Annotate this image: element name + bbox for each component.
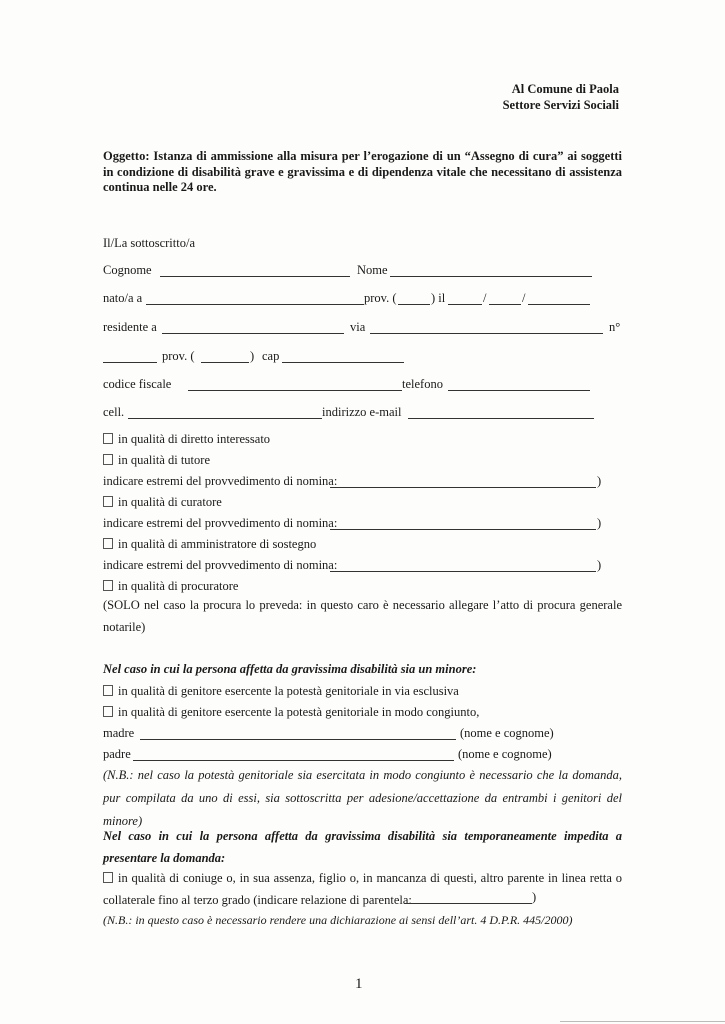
option-curatore <box>103 495 222 510</box>
nato-label: nato/a a <box>103 291 143 305</box>
option-procuratore-label: in qualità di procuratore <box>118 579 239 593</box>
prov-close-label: ) il <box>431 291 446 305</box>
via-label: via <box>350 320 366 334</box>
codice-fiscale-label: codice fiscale <box>103 377 172 391</box>
cap-label: cap <box>262 349 280 363</box>
checkbox-diretto[interactable] <box>103 433 113 444</box>
codice-fiscale-field[interactable] <box>188 390 402 391</box>
option-tutore-label: in qualità di tutore <box>118 453 210 467</box>
impedita-note: (N.B.: in questo caso è necessario rendere una dichiarazione ai sensi dell’art. 4 D.P.R. 445/2000) <box>103 913 573 927</box>
padre-nome-cognome: (nome e cognome) <box>458 747 552 761</box>
estremi-curatore-field[interactable] <box>330 529 596 530</box>
madre-nome-cognome: (nome e cognome) <box>460 726 554 740</box>
residente-field[interactable] <box>162 333 344 334</box>
nome-label: Nome <box>357 263 388 277</box>
anno-field[interactable] <box>528 304 590 305</box>
cognome-label: Cognome <box>103 263 152 277</box>
option-tutore <box>103 453 210 468</box>
luogo-nascita-field[interactable] <box>146 304 364 305</box>
telefono-field[interactable] <box>448 390 590 391</box>
estremi-curatore-paren: ) <box>597 516 602 530</box>
mese-field[interactable] <box>489 304 521 305</box>
page-number: 1 <box>355 976 363 992</box>
option-coniuge <box>103 867 622 911</box>
cap-field[interactable] <box>282 362 404 363</box>
option-amministratore-label: in qualità di amministratore di sostegno <box>118 537 317 551</box>
procura-note: (SOLO nel caso la procura lo preveda: in questo caro è necessario allegare l’atto di procura generale notarile) <box>103 598 622 634</box>
prov-nascita-field[interactable] <box>398 304 430 305</box>
recipient-line-1: Al Comune di Paola <box>511 82 619 96</box>
minor-heading: Nel caso in cui la persona affetta da gravissima disabilità sia un minore: <box>103 662 477 676</box>
telefono-label: telefono <box>402 377 443 391</box>
option-procuratore <box>103 579 238 594</box>
checkbox-amministratore[interactable] <box>103 538 113 549</box>
option-diretto-label: in qualità di diretto interessato <box>118 432 271 446</box>
option-congiunto <box>103 705 479 720</box>
parentela-field[interactable] <box>404 903 532 904</box>
footer-rule <box>560 1021 725 1022</box>
date-slash-2: / <box>522 291 526 305</box>
madre-label: madre <box>103 726 135 740</box>
subject: Oggetto: Istanza di ammissione alla misura per l’erogazione di un “Assegno di cura” ai soggetti in condizione di disabilità grave e gravissima e di dipendenza vitale che necessitano di assistenza continua nelle 24 ore. <box>103 149 622 194</box>
estremi-tutore-field[interactable] <box>330 487 596 488</box>
checkbox-coniuge[interactable] <box>103 872 113 883</box>
comune-field[interactable] <box>103 362 157 363</box>
via-field[interactable] <box>370 333 603 334</box>
checkbox-tutore[interactable] <box>103 454 113 465</box>
cell-label: cell. <box>103 405 125 419</box>
prov-residenza-field[interactable] <box>201 362 249 363</box>
checkbox-curatore[interactable] <box>103 496 113 507</box>
numero-label: n° <box>609 320 621 334</box>
estremi-amministratore-paren: ) <box>597 558 602 572</box>
estremi-tutore-label: indicare estremi del provvedimento di nomina: <box>103 474 338 488</box>
residente-label: residente a <box>103 320 157 334</box>
email-field[interactable] <box>408 418 594 419</box>
option-esclusiva-label: in qualità di genitore esercente la potestà genitoriale in via esclusiva <box>118 684 459 698</box>
option-congiunto-label: in qualità di genitore esercente la potestà genitoriale in modo congiunto, <box>118 705 480 719</box>
checkbox-procuratore[interactable] <box>103 580 113 591</box>
checkbox-esclusiva[interactable] <box>103 685 113 696</box>
impedita-heading: Nel caso in cui la persona affetta da gravissima disabilità sia temporaneamente impedita a presentare la domanda: <box>103 829 622 865</box>
nome-field[interactable] <box>390 276 592 277</box>
prov-open-label: prov. ( <box>364 291 397 305</box>
option-diretto <box>103 432 270 447</box>
giorno-field[interactable] <box>448 304 482 305</box>
option-coniuge-label: in qualità di coniuge o, in sua assenza, figlio o, in mancanza di questi, altro parente in linea retta o collaterale fino al terzo grado (indicare relazione di parentela: <box>103 871 622 907</box>
option-curatore-label: in qualità di curatore <box>118 495 222 509</box>
email-label: indirizzo e-mail <box>322 405 402 419</box>
cell-field[interactable] <box>128 418 322 419</box>
padre-label: padre <box>103 747 131 761</box>
prov2-open-label: prov. ( <box>162 349 195 363</box>
estremi-amministratore-label: indicare estremi del provvedimento di nomina: <box>103 558 338 572</box>
estremi-tutore-paren: ) <box>597 474 602 488</box>
parentela-paren: ) <box>532 890 537 904</box>
recipient-line-2: Settore Servizi Sociali <box>502 98 619 112</box>
option-esclusiva <box>103 684 459 699</box>
estremi-curatore-label: indicare estremi del provvedimento di nomina: <box>103 516 338 530</box>
estremi-amministratore-field[interactable] <box>330 571 596 572</box>
checkbox-congiunto[interactable] <box>103 706 113 717</box>
madre-field[interactable] <box>140 739 456 740</box>
intro-label: Il/La sottoscritto/a <box>103 236 195 250</box>
minor-note: (N.B.: nel caso la potestà genitoriale sia esercitata in modo congiunto è necessario che la domanda, pur compilata da uno di essi, sia sottoscritta per adesione/accettazione da entrambi i genitori del minore) <box>103 768 622 828</box>
date-slash-1: / <box>483 291 487 305</box>
option-amministratore <box>103 537 316 552</box>
prov2-close-label: ) <box>250 349 255 363</box>
padre-field[interactable] <box>133 760 454 761</box>
cognome-field[interactable] <box>160 276 350 277</box>
